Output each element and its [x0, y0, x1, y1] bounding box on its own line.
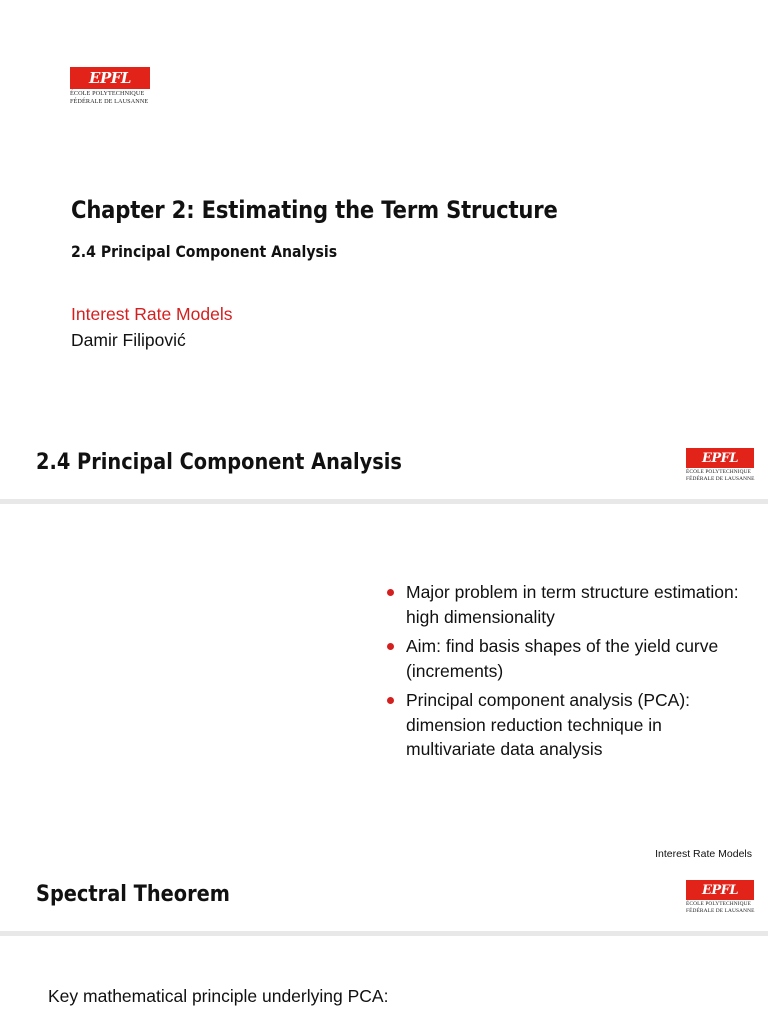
bullet-icon	[387, 643, 394, 650]
title-divider	[0, 499, 768, 504]
course-title: Interest Rate Models	[71, 304, 233, 324]
list-item: Principal component analysis (PCA): dimension reduction technique in multivariate data analysis	[385, 688, 745, 762]
list-item: Major problem in term structure estimation: high dimensionality	[385, 580, 745, 629]
title-divider	[0, 931, 768, 936]
section-subtitle: 2.4 Principal Component Analysis	[71, 242, 338, 261]
footer-course-name: Interest Rate Models	[655, 848, 752, 860]
spectral-slide	[0, 860, 768, 1024]
chapter-title: Chapter 2: Estimating the Term Structure	[71, 196, 558, 224]
epfl-wordmark: EPFL	[686, 448, 754, 468]
epfl-logo-line1: ÉCOLE POLYTECHNIQUE	[686, 901, 751, 907]
epfl-logo-line2: FÉDÉRALE DE LAUSANNE	[686, 476, 755, 482]
pca-slide	[0, 420, 768, 860]
bullet-icon	[387, 589, 394, 596]
epfl-logo-line2: FÉDÉRALE DE LAUSANNE	[70, 98, 149, 105]
bullet-list	[385, 580, 745, 767]
bullet-icon	[387, 697, 394, 704]
author-name: Damir Filipović	[71, 330, 186, 350]
epfl-wordmark: EPFL	[70, 67, 150, 89]
epfl-logo-line2: FÉDÉRALE DE LAUSANNE	[686, 908, 755, 914]
epfl-logo	[686, 448, 754, 482]
frame-title: 2.4 Principal Component Analysis	[36, 450, 402, 475]
epfl-logo-line1: ÉCOLE POLYTECHNIQUE	[70, 90, 145, 97]
epfl-logo	[686, 880, 754, 914]
epfl-logo	[70, 67, 150, 105]
epfl-logo-line1: ÉCOLE POLYTECHNIQUE	[686, 469, 751, 475]
list-item: Aim: find basis shapes of the yield curve (increments)	[385, 634, 745, 683]
title-slide	[0, 0, 768, 420]
epfl-wordmark: EPFL	[686, 880, 754, 900]
body-text: Key mathematical principle underlying PCA:	[48, 986, 389, 1006]
frame-title: Spectral Theorem	[36, 882, 230, 907]
